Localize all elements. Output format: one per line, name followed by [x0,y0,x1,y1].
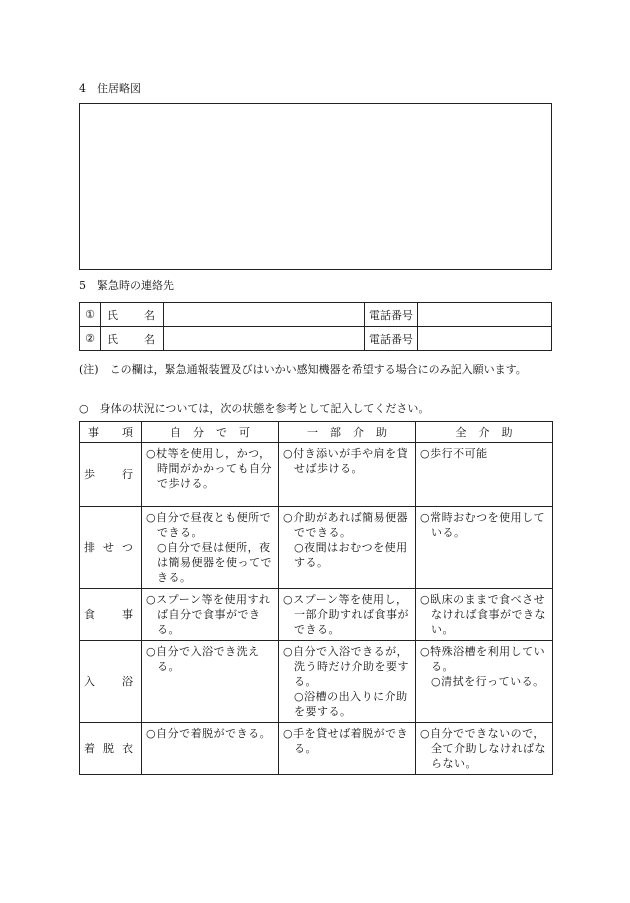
header-char: 助 [376,425,387,439]
cell-text: ○スプーン等を使用すれば自分で食事ができる。 [146,593,271,636]
contact-index-2: ② [80,327,101,351]
header-full [416,422,553,443]
contact-name-field-1[interactable] [164,303,365,327]
header-char: 可 [239,425,250,439]
cell-eating-partial[interactable] [279,589,416,641]
cell-text: ○歩行不可能 [420,447,488,460]
status-row-eating [80,589,553,641]
cell-walking-self[interactable] [142,443,279,507]
contact-row-1 [80,303,552,327]
cell-toileting-self[interactable] [142,507,279,589]
contact-name-label-1 [101,303,164,327]
cell-bathing-partial[interactable] [279,641,416,723]
cell-text: ○スプーン等を使用し，一部介助すれば食事ができる。 [283,593,409,636]
header-char: 部 [330,425,341,439]
status-row-bathing [80,641,553,723]
contact-tel-field-1[interactable] [418,303,552,327]
contact-name-field-2[interactable] [164,327,365,351]
header-char: で [216,425,227,439]
section-4-title: 住居略図 [97,82,141,95]
section-4-heading [79,82,141,96]
cell-text: ○杖等を使用し，かつ，時間がかかっても自分で歩ける。 [146,447,272,490]
cell-bathing-self[interactable] [142,641,279,723]
header-char: 介 [353,425,364,439]
cell-text: ○特殊浴槽を利用している。 ○清拭を行っている。 [420,645,546,688]
cell-bathing-full[interactable] [416,641,553,723]
item-char: せ [103,541,114,554]
item-char: 行 [122,468,133,481]
header-partial [279,422,416,443]
cell-dressing-self[interactable] [142,723,279,775]
header-char: 自 [170,425,181,439]
header-char: 介 [478,425,490,439]
contact-tel-field-2[interactable] [418,327,552,351]
contact-tel-label-2: 電話番号 [365,327,418,351]
status-row-walking [80,443,553,507]
cell-toileting-full[interactable] [416,507,553,589]
cell-text: ○付き添いが手や肩を貸せば歩ける。 [283,447,409,475]
section-5-heading [79,279,174,293]
item-char: 歩 [84,468,95,481]
instruction-text: ○ 身体の状況については，次の状態を参考として記入してください。 [79,402,430,415]
cell-dressing-partial[interactable] [279,723,416,775]
cell-walking-partial[interactable] [279,443,416,507]
cell-text: ○自分でできないので，全て介助しなければならない。 [420,727,546,770]
contact-row-2 [80,327,552,351]
header-char: 助 [501,425,513,439]
status-row-dressing [80,723,553,775]
cell-text: ○臥床のままで食べさせなければ食事ができない。 [420,593,546,636]
item-char: 衣 [122,742,133,755]
cell-text: ○自分で昼夜とも便所でできる。 ○自分で昼は便所，夜は簡易便器を使ってできる。 [146,511,272,584]
cell-text: ○常時おむつを使用している。 [420,511,546,539]
cell-walking-full[interactable] [416,443,553,507]
item-toileting [80,507,142,589]
item-char: 脱 [103,742,114,755]
section-5-title: 緊急時の連絡先 [97,279,174,292]
cell-text: ○自分で入浴でき洗える。 [146,645,260,673]
item-char: 事 [122,608,133,621]
cell-toileting-partial[interactable] [279,507,416,589]
item-bathing [80,641,142,723]
header-self [142,422,279,443]
item-char: 排 [84,541,95,554]
header-char: 分 [193,425,204,439]
cell-eating-self[interactable] [142,589,279,641]
item-char: 浴 [122,675,133,688]
name-label-char: 名 [144,332,155,346]
note-text: (注) この欄は，緊急通報装置及びはいかい感知機器を希望する場合にのみ記入願います。 [79,363,527,376]
cell-text: ○介助があれば簡易便器でできる。 ○夜間はおむつを使用する。 [283,511,409,569]
header-item [80,422,142,443]
header-char: 項 [122,425,133,439]
name-label-char: 名 [144,308,155,322]
status-row-toileting [80,507,553,589]
contact-tel-label-1: 電話番号 [365,303,418,327]
emergency-contact-table [79,302,552,351]
section-4-number: 4 [79,82,86,95]
header-char: 全 [455,425,467,439]
cell-eating-full[interactable] [416,589,553,641]
section-5-number: 5 [79,279,86,292]
item-dressing [80,723,142,775]
item-char: つ [122,541,133,554]
cell-text: ○自分で入浴できるが，洗う時だけ介助を要する。 ○浴槽の出入りに介助を要する。 [283,645,409,718]
item-char: 食 [84,608,95,621]
residence-sketch-area[interactable] [79,103,552,270]
item-walking [80,443,142,507]
item-char: 入 [84,675,95,688]
contact-index-1: ① [80,303,101,327]
cell-text: ○手を貸せば着脱ができる。 [283,727,409,755]
name-label-char: 氏 [107,308,118,322]
item-eating [80,589,142,641]
header-char: 事 [88,425,99,439]
item-char: 着 [84,742,95,755]
name-label-char: 氏 [107,332,118,346]
cell-text: ○自分で着脱ができる。 [146,727,272,740]
header-char: 一 [307,425,318,439]
status-header-row [80,422,553,443]
contact-name-label-2 [101,327,164,351]
cell-dressing-full[interactable] [416,723,553,775]
physical-status-table [79,421,553,775]
